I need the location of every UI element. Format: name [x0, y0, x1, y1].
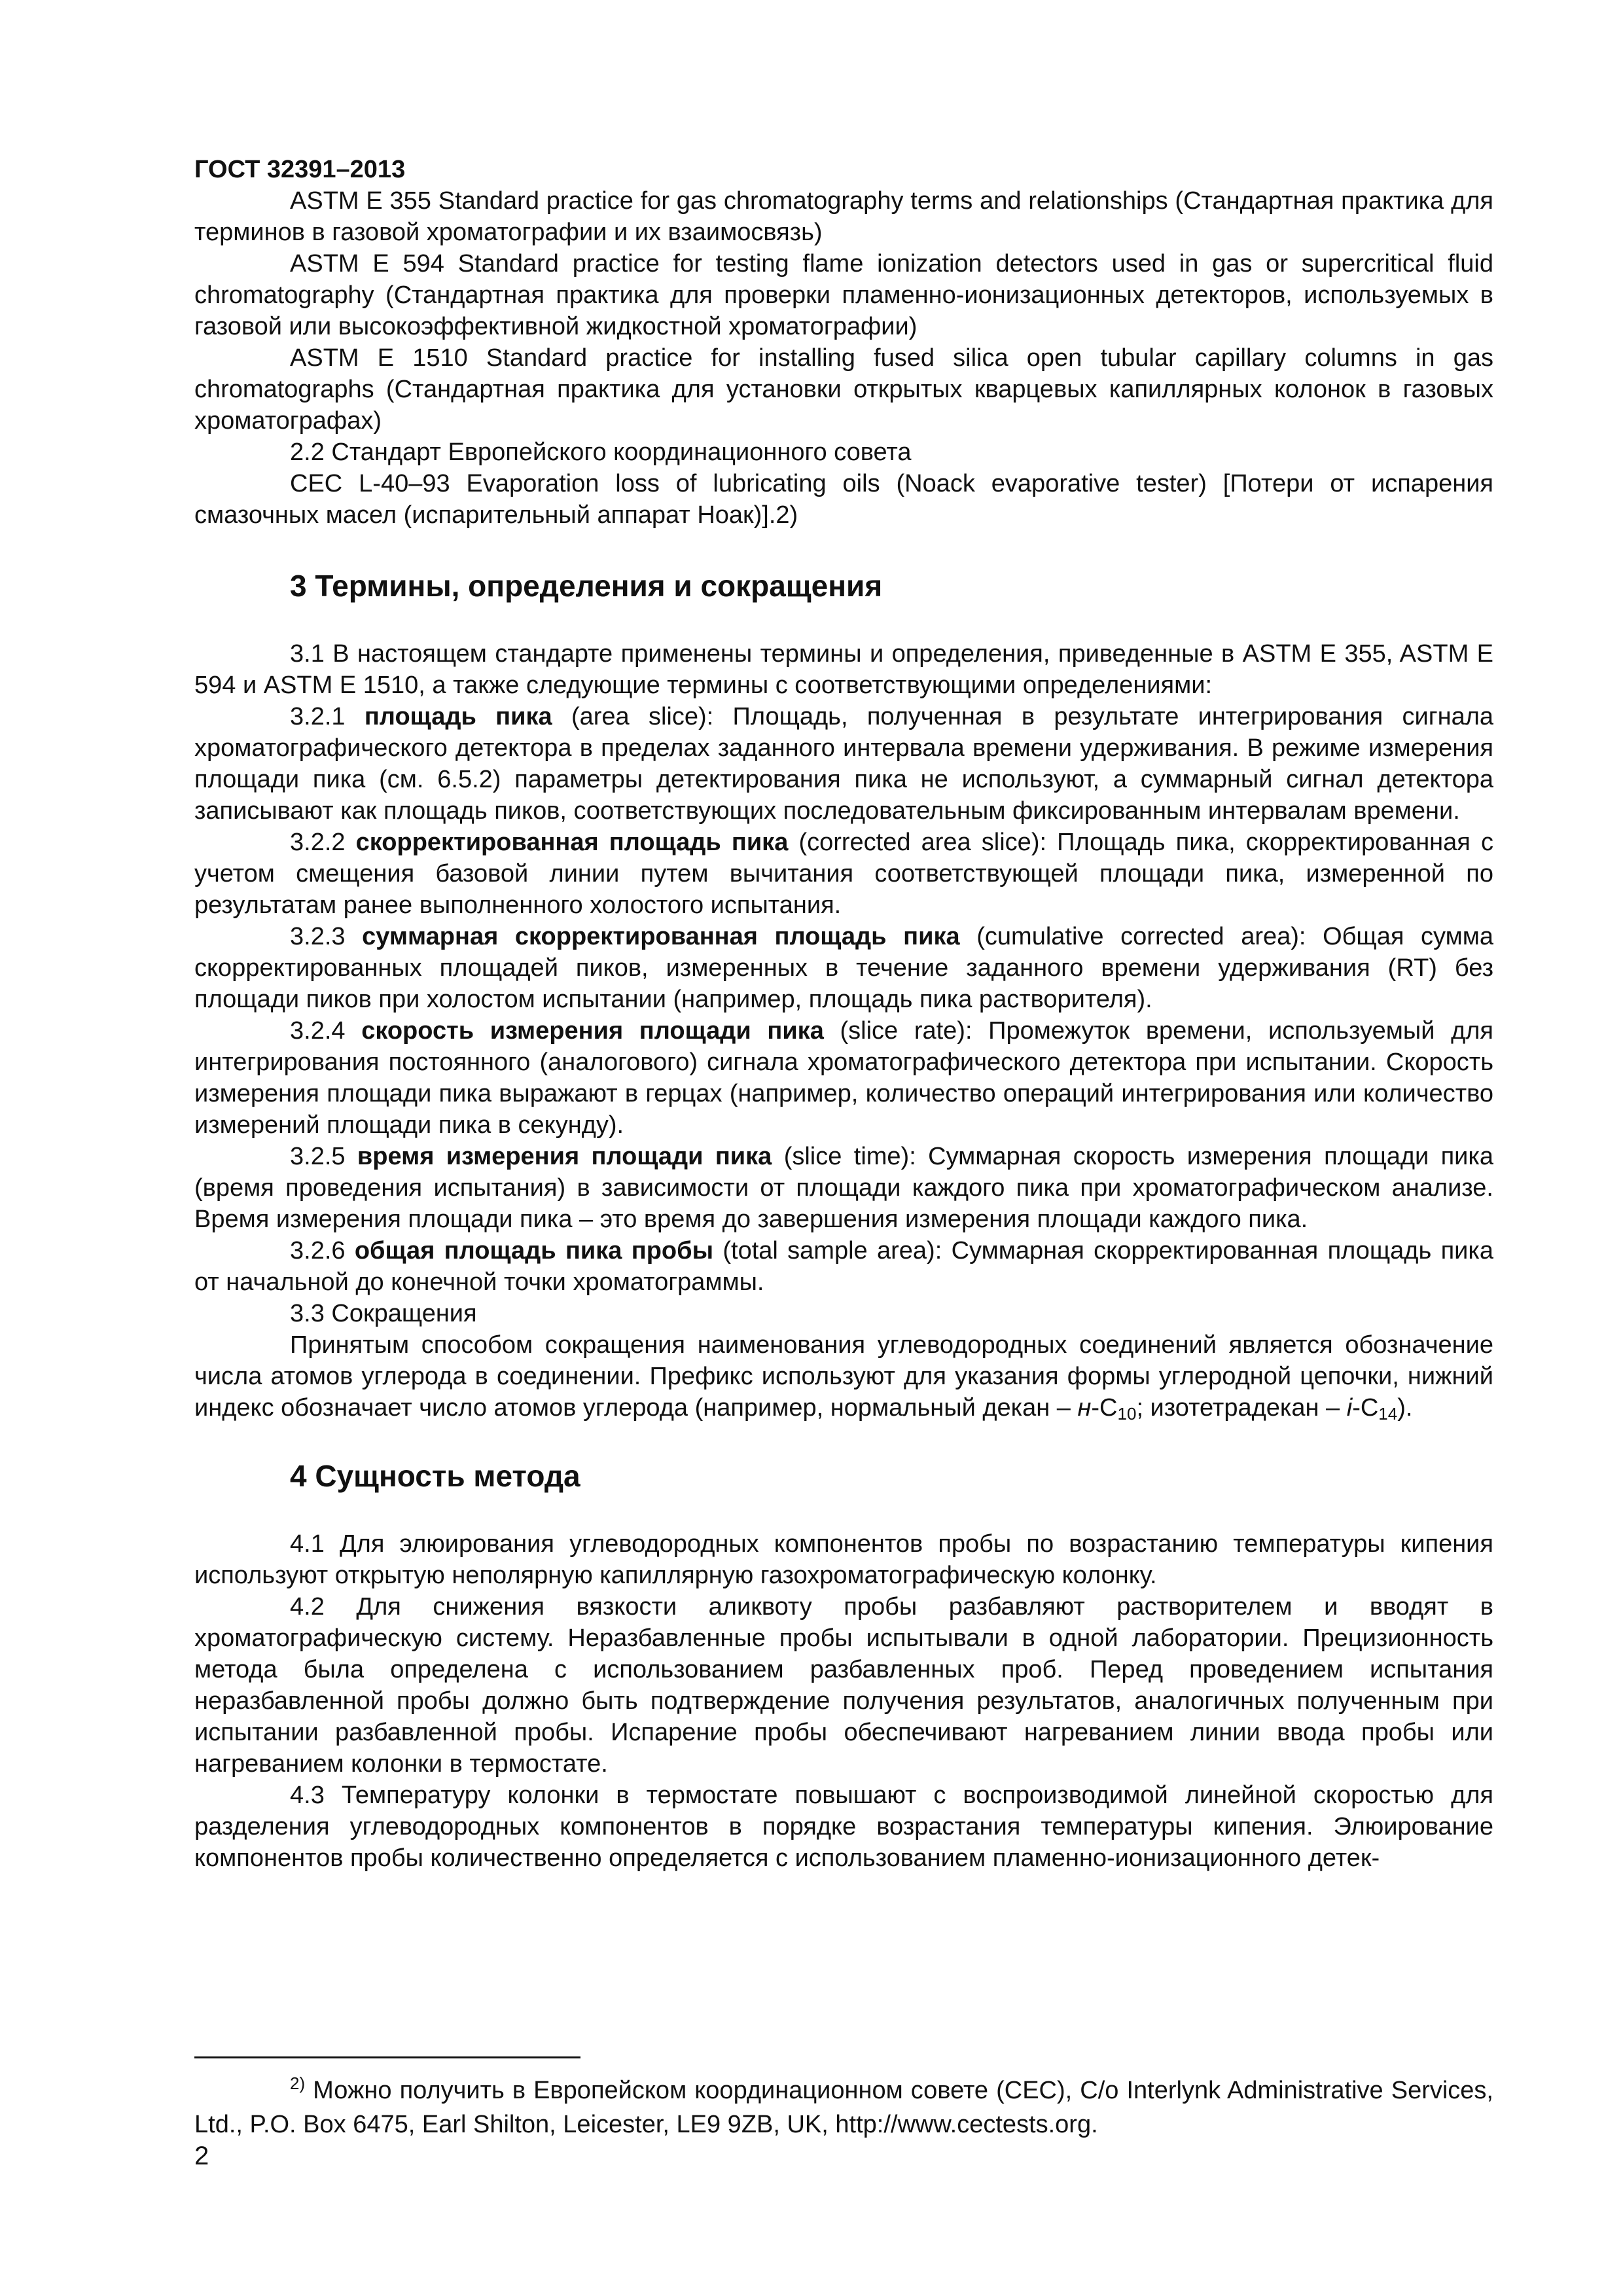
carbon-count-subscript: 14: [1378, 1404, 1398, 1424]
term-definition: (total sample area): Суммарная скорректированная площадь пика от начальной до конечной точки хроматограммы.: [194, 1237, 1493, 1296]
term-number: 3.2.2: [290, 829, 356, 856]
ref-astm-e1510: ASTM E 1510 Standard practice for installing fused silica open tubular capillary columns in gas chromatographs (Стандартная практика для установки открытых кварцевых капиллярных колонок в газовых хроматографах): [194, 344, 1493, 435]
term-3-2-4: [194, 1015, 1493, 1141]
term-3-2-5: [194, 1141, 1493, 1235]
abbreviations-paragraph: [194, 1329, 1493, 1424]
abbreviations-text: ).: [1397, 1394, 1413, 1422]
footnote-text: Можно получить в Европейском координационном совете (CEC), C/o Interlynk Administrative Services, Ltd., P.O. Box 6475, Earl Shilton, Leicester, LE9 9ZB, UK, http://www.cectests.org.: [194, 2077, 1493, 2138]
abbreviations-text: ; изотетрадекан –: [1136, 1394, 1347, 1422]
term-number: 3.2.4: [290, 1017, 362, 1045]
term-name: площадь пика: [364, 703, 552, 730]
term-number: 3.2.3: [290, 923, 363, 950]
footnote: [194, 2073, 1493, 2142]
term-name: суммарная скорректированная площадь пика: [362, 923, 960, 950]
ref-astm-e594: ASTM E 594 Standard practice for testing flame ionization detectors used in gas or supercritical fluid chromatography (Стандартная практика для проверки пламенно-ионизационных детекторов, используемых в газовой или высокоэффективной жидкостной хроматографии): [194, 250, 1493, 340]
section-3-title: 3 Термины, определения и сокращения: [290, 569, 883, 603]
term-3-2-2: [194, 827, 1493, 921]
i-prefix: i: [1346, 1394, 1353, 1422]
term-definition: (area slice): Площадь, полученная в результате интегрирования сигнала хроматографического детектора в пределах заданного интервала времени удерживания. В режиме измерения площади пика (см. 6.5.2) параметры детектирования пика не используют, а суммарный сигнал детектора записывают как площадь пиков, соответствующих последовательным фиксированным интервалам времени.: [194, 703, 1494, 825]
term-3-2-3: [194, 921, 1493, 1015]
clause-4-2: 4.2 Для снижения вязкости аликвоту пробы разбавляют растворителем и вводят в хроматографическую систему. Неразбавленные пробы испытывали в одной лаборатории. Прецизионность метода была определена с использованием разбавленных проб. Перед проведением испытания неразбавленной пробы должно быть подтверждение получения результатов, аналогичных полученным при испытании разбавленной пробы. Испарение пробы обеспечивают нагреванием линии ввода пробы или нагреванием колонки в термостате.: [194, 1593, 1493, 1778]
document-page: [194, 154, 1493, 1874]
page-number: 2: [194, 2142, 209, 2170]
term-name: скорость измерения площади пика: [361, 1017, 824, 1045]
term-number: 3.2.6: [290, 1237, 355, 1265]
ref-astm-e355: ASTM E 355 Standard practice for gas chromatography terms and relationships (Стандартная практика для терминов в газовой хроматографии и их взаимосвязь): [194, 187, 1493, 246]
ref-cec-l40: CEC L-40–93 Evaporation loss of lubricating oils (Noack evaporative tester) [Потери от испарения смазочных масел (испарительный аппарат Ноак)].2): [194, 470, 1493, 529]
standard-header: ГОСТ 32391–2013: [194, 156, 406, 183]
clause-4-1: 4.1 Для элюирования углеводородных компонентов пробы по возрастанию температуры кипения используют открытую неполярную капиллярную газохроматографическую колонку.: [194, 1530, 1493, 1589]
n-prefix: н: [1077, 1394, 1092, 1422]
abbreviations-text: Принятым способом сокращения наименования углеводородных соединений является обозначение числа атомов углерода в соединении. Префикс используют для указания формы углеродной цепочки, нижний индекс обозначает число атомов углерода (например, нормальный декан –: [194, 1331, 1493, 1422]
term-definition: (cumulative corrected area): Общая сумма скорректированных площадей пиков, измеренных в течение заданного времени удерживания (RT) без площади пиков при холостом испытании (например, площадь пика растворителя).: [194, 923, 1493, 1013]
footnote-mark: 2): [290, 2073, 306, 2093]
footnote-text-block: [194, 2073, 1493, 2142]
term-definition: (corrected area slice): Площадь пика, скорректированная с учетом смещения базовой линии путем вычитания соответствующей площади пика, измеренной по результатам ранее выполненного холостого испытания.: [194, 829, 1493, 919]
clause-3-1: 3.1 В настоящем стандарте применены термины и определения, приведенные в ASTM E 355, ASTM E 594 и ASTM E 1510, а также следующие термины с соответствующими определениями:: [194, 640, 1493, 699]
term-name: скорректированная площадь пика: [355, 829, 789, 856]
term-definition: (slice rate): Промежуток времени, используемый для интегрирования постоянного (аналогового) сигнала хроматографического детектора при испытании. Скорость измерения площади пика выражают в герцах (например, количество операций интегрирования или количество измерений площади пика в секунду).: [194, 1017, 1493, 1139]
term-name: время измерения площади пика: [357, 1143, 772, 1170]
term-definition: (slice time): Суммарная скорость измерения площади пика (время проведения испытания) в зависимости от площади каждого пика при хроматографическом анализе. Время измерения площади пика – это время до завершения измерения площади каждого пика.: [194, 1143, 1494, 1233]
clause-4-3: 4.3 Температуру колонки в термостате повышают с воспроизводимой линейной скоростью для разделения углеводородных компонентов в порядке возрастания температуры кипения. Элюирование компонентов пробы количественно определяется с использованием пламенно-ионизационного детек-: [194, 1782, 1493, 1872]
footnote-separator: [194, 2056, 580, 2058]
term-number: 3.2.5: [290, 1143, 357, 1170]
carbon-count-subscript: 10: [1117, 1404, 1137, 1424]
term-name: общая площадь пика пробы: [354, 1237, 714, 1265]
term-3-2-1: [194, 701, 1493, 827]
term-number: 3.2.1: [290, 703, 365, 730]
clause-3-3-title: 3.3 Сокращения: [290, 1300, 477, 1327]
carbon-symbol: -C: [1091, 1394, 1118, 1422]
subsection-2-2: 2.2 Стандарт Европейского координационного совета: [290, 439, 912, 466]
term-3-2-6: [194, 1235, 1493, 1298]
carbon-symbol: -C: [1352, 1394, 1379, 1422]
section-4-title: 4 Сущность метода: [290, 1459, 580, 1493]
